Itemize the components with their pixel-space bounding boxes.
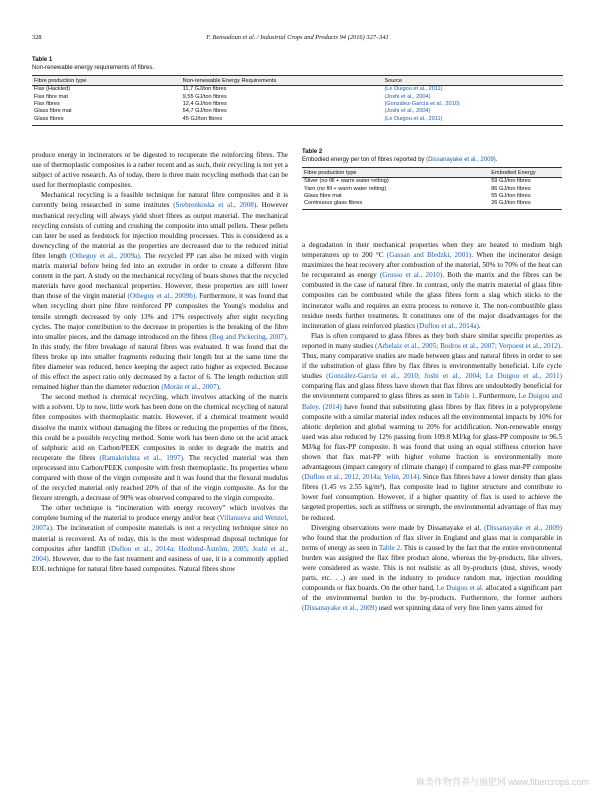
table-cell: 54,7 GJ/ton fibres	[182, 108, 227, 115]
table-cell: 26 GJ/ton fibres	[489, 200, 562, 209]
citation-link[interactable]: (Morán et al., 2007)	[161, 383, 220, 392]
table-2-col-header: Fibre production type	[302, 168, 489, 178]
journal-citation: F. Bensadoun et al. / Industrial Crops and Products 94 (2016) 327–341	[206, 34, 389, 41]
table-2-label: Table 2	[302, 149, 323, 155]
table-row	[302, 193, 562, 200]
table-link[interactable]: Table 2	[378, 543, 401, 552]
paragraph	[32, 190, 288, 392]
table-1-caption	[32, 56, 563, 72]
page-number: 328	[32, 34, 42, 41]
citation-link[interactable]: (Dissanayake et al., 2009)	[484, 523, 562, 532]
table-cell: 9,55 GJ/ton fibres	[182, 93, 227, 100]
text-run: .	[219, 383, 221, 392]
table-cell: 11,7 GJ/ton fibres	[182, 86, 227, 93]
paragraph	[302, 523, 562, 614]
citation-link[interactable]: (Duflou et al., 2012, 2014a; Yelin, 2014)	[302, 473, 420, 482]
table-cell-ref[interactable]: (Le Duigou et al., 2011)	[382, 116, 563, 125]
table-row	[302, 186, 562, 193]
text-run: . Furthermore,	[475, 392, 519, 401]
text-run: . However mechanical recycling will always yield short fibres as output material. The mechanical recycling consists of cutting and crushing the composite into small pellets. These pellets can later be used as feedstock for injection moulding processes. This is considered as a downcycling of the material as the properties are decreased due to the reduced initial fibre length	[32, 201, 288, 260]
text-run: Diverging observations were made by Dissanayake et al.	[311, 523, 485, 532]
table-row	[302, 200, 562, 209]
text-run: who found that the production of flax sliver in England and glass mat is comparable in terms of energy as seen in	[302, 533, 562, 552]
table-cell: Glass fibre mat	[304, 193, 342, 199]
table-cell-ref[interactable]: (Joshi et al., 2004)	[384, 93, 431, 100]
citation-link[interactable]: (Duflou et al., 2014a; Hedlund-Åström, 2005; Joshi et al., 2004)	[32, 544, 288, 563]
text-run: a degradation in their mechanical properties when they are heated to medium high temperatures up to 200 °C	[302, 241, 562, 260]
table-2-col-header: Embodied Energy	[489, 168, 562, 178]
citation-link[interactable]: (Beg and Pickering, 2007)	[209, 332, 287, 341]
text-run: . Thus, many comparative studies are made between glass and natural fibres in order to see if the substitution of glass fibre by flax fibres is environmentally beneficial. Life cycle studies	[302, 341, 562, 381]
table-cell: 55 GJ/ton fibres	[491, 193, 531, 199]
text-run: . The recycled material was then reprocessed into Carbon/PEEK composite with fresh thermoplastic. Its properties where compared with those of the virgin composite and it was found that the flexural modulus of the recycled material only reached 20% of that of the virgin composite. As for the flexure strength, a decrease of 90% was observed compared to the virgin composite.	[32, 453, 288, 503]
table-link[interactable]: Table 1	[453, 392, 476, 401]
paragraph	[32, 503, 288, 574]
table-cell: Flax fibre mat	[34, 93, 68, 100]
table-cell: Flax (Hackled)	[34, 86, 71, 93]
left-text-column	[32, 150, 288, 574]
table-row	[302, 178, 562, 186]
text-run: . Furthermore, it was found that when recycling short pine fibre reinforced PP composites the Young's modulus and tensile strength decreased by only 13% and 17% respectively after eight recycling cycles. The major contribution to the decrease in properties is the breaking of the fibre into smaller pieces, and the damage introduced on the fibres	[32, 292, 288, 341]
citation-link[interactable]: (Dissanayake et al., 2009)	[426, 157, 496, 163]
citation-link[interactable]: Le Duigou and Baley, (2014)	[302, 392, 562, 411]
text-run: . The incineration of composite materials is not a recycling technique since no material is recovered. As of today, this is the most widespread disposal technique for composites after landfill	[32, 524, 288, 553]
table-1	[32, 56, 563, 126]
text-run: . However, due to the fast treatment and easiness of use, it is a commonly applied EOL technique for natural fibre based composites. Natural fibres show	[32, 554, 288, 573]
table-cell: 12,4 GJ/ton fibres	[182, 101, 227, 107]
text-run: . When the incinerator design maximizes the heat recovery after combustion of the material, 50% to 70% of the heat can be recuperated as energy	[302, 251, 562, 280]
running-head	[32, 34, 563, 44]
text-run: have found that substituting glass fibres by flax fibres in a polypropylene composite with a similar material index reduces all the environmental impacts by 10% for abiotic depletion and global warming to 20% for acidification. Non-renewable energy used was also reduced by 12% passing from 109.8 MJ/kg for glass-PP composite to 96.5 MJ/kg for flax-PP composite. It was found that using an equal stiffness criterion have shown that flax mat-PP with higher volume fraction is environmentally more advantageous (impact category of climate change) if compared to glass mat-PP composite	[302, 402, 562, 472]
table-1-col-header: Fibre production type	[32, 76, 181, 86]
table-cell: 86 GJ/ton fibres	[491, 185, 531, 192]
text-run: comparing flax and glass fibres have shown that flax fibres are undoubtedly beneficial for the environment compared to glass fibres as seen in	[302, 382, 562, 401]
table-1-grid	[32, 75, 563, 126]
table-cell: Sliver (no fill + warm water retting)	[304, 178, 389, 185]
text-run: . Both the matrix and the fibres can be combusted in the case of natural fibre. In contrast, only the matrix material of glass fibre composites can be combusted while the glass fibres form a slag which sticks to the incinerator walls and requires an extra process to remove it. The non-combustible glass residue needs further treatments. It constitutes one of the major disadvantages for the incineration of glass reinforced plastics	[302, 271, 562, 330]
citation-link[interactable]: (González-García et al., 2010; Joshi et al., 2004; Le Duigou et al., 2011)	[326, 372, 563, 381]
citation-link[interactable]: (Otheguy et al., 2009b)	[127, 292, 196, 301]
table-cell-ref[interactable]: (González-García et al., 2010)	[384, 101, 460, 107]
table-2-grid	[302, 167, 562, 210]
citation-link[interactable]: (Villanueva and Wenzel, 2007a)	[32, 514, 288, 533]
citation-link[interactable]: (Grosso et al., 2010)	[379, 271, 443, 280]
table-row	[32, 86, 563, 94]
text-run: used wet spinning data of very fine linen yarns aimed for	[376, 604, 543, 613]
table-row	[32, 94, 563, 101]
citation-link[interactable]: (Srebrenkoska et al., 2008)	[173, 201, 257, 210]
paragraph	[302, 240, 562, 331]
table-1-title: Non-renewable energy requirements of fibres.	[32, 65, 155, 71]
caption-text: .	[495, 157, 498, 163]
citation-link[interactable]: (Gassan and Bledzki, 2001)	[386, 251, 472, 260]
right-text-column	[302, 240, 562, 613]
table-2-caption	[302, 148, 562, 164]
table-2-title	[302, 156, 562, 164]
table-cell: Continuous glass fibres	[302, 200, 489, 209]
table-cell-ref[interactable]: (Joshi et al., 2004)	[384, 108, 431, 115]
table-cell: Yarn (no fill + warm water retting)	[304, 185, 387, 192]
table-2	[302, 148, 562, 210]
table-1-label: Table 1	[32, 57, 53, 63]
text-run: Mechanical recycling is a feasible technique for natural fibre composites and it is currently being researched in some institutes	[32, 191, 288, 210]
table-row	[32, 108, 563, 115]
table-cell: 59 GJ/ton fibres	[491, 178, 531, 185]
table-cell: Flax fibres	[34, 101, 60, 107]
paragraph: produce energy in incinerators or be digested to recuperate the reinforcing fibres. The use of thermoplastic composites is a rather recent and as such, their recycling is not yet a subject of active research. As of today, there is three main recycling methods that can be used for thermoplastic composites.	[32, 151, 288, 190]
table-cell: 45 GJ/ton fibres	[181, 116, 383, 125]
text-run: .	[478, 321, 481, 330]
text-run: . In this study, the fibre breakage of natural fibres was evaluated. It was found that the fibres broke up into smaller fragments reducing their length but at the same time the fibre diameter was reduced, hence keeping the aspect ratio higher as expected. Because of this effect the aspect ratio only decreased by a factor of 6. The length reduction still remained higher than the diameter reduction	[32, 332, 289, 392]
table-row	[32, 101, 563, 108]
table-cell: Glass fibre mat	[34, 108, 72, 115]
text-run: . Since flax fibres have a lower density than glass fibres (1.45 vs 2.55 kg/m³), flax composite lead to lighter structure and contribute to lower fuel consumption. However, if a higher quantity of flax is used to achieve the targeted properties, such as stiffness or strength, the environmental advantage of flax may be reduced.	[302, 473, 562, 522]
table-row	[32, 116, 563, 125]
paragraph	[32, 392, 288, 503]
text-run: allocated a significant part of the environmental burden to the by-products. Furthermore, the former authors	[302, 584, 562, 603]
text-run: Flax is often compared to glass fibres as they both share similar specific properties as reported in many studies	[302, 331, 562, 350]
citation-link[interactable]: (Ramakrishna et al., 1997)	[99, 453, 183, 462]
citation-link[interactable]: (Dissanayake et al., 2009)	[302, 604, 377, 613]
table-cell: Glass fibres	[32, 116, 181, 125]
text-run: The second method is chemical recycling, which involves attacking of the matrix with a solvent. Up to now, little work has been done on the chemical recycling of natural fibre composites with thermoplastic matrix. However, if a chemical treatment would dissolve the matrix without damaging the fibres or reducing the properties of the fibres, this could be a possible recycling method. Some work has been done on the acid attack of sulphuric acid on Carbon/PEEK composites in order to degrade the matrix and recuperate the fibres	[32, 393, 288, 462]
table-1-col-header: Source	[382, 76, 563, 86]
citation-link[interactable]: (Otheguy et al., 2009a)	[69, 251, 140, 260]
table-cell-ref[interactable]: (Le Duigou et al., 2011)	[384, 86, 443, 93]
paragraph	[302, 331, 562, 523]
citation-link[interactable]: Le Duigou et al.	[436, 584, 484, 593]
text-run: The other technique is “incineration with energy recovery” which involves the complete burning of the material to produce energy and/or heat	[32, 504, 288, 523]
citation-link[interactable]: (Arbelaiz et al., 2005; Bodros et al., 2007; Verpoest et al., 2012)	[375, 341, 561, 350]
text-run: . The recycled PP can also be mixed with virgin matrix material before being fed into an extruder in order to create a different fibre content in the part. A study on the mechanical recycling of boats shows that the recycled materials have good mechanical properties. However, these properties are still lower than those of the virgin material	[32, 251, 288, 301]
caption-text: Embodied energy per ton of fibres reported by	[302, 157, 427, 163]
citation-link[interactable]: (Duflou et al., 2014a)	[416, 321, 479, 330]
text-run: . This is caused by the fact that the entire environmental burden was assigned the flax fibre product alone, whereas the by-products, like slivers, were considered as waste. This is not realistic as all by-products (dust, shives, woody parts, etc. . .) are used in the industry to produce random mat, injection moulding compounds or flax boards. On the other hand,	[302, 543, 563, 593]
table-1-col-header: Non-renewable Energy Requirements	[181, 76, 383, 86]
watermark: 麻类作物营养与施肥网 www.fibercrops.com	[415, 777, 589, 787]
